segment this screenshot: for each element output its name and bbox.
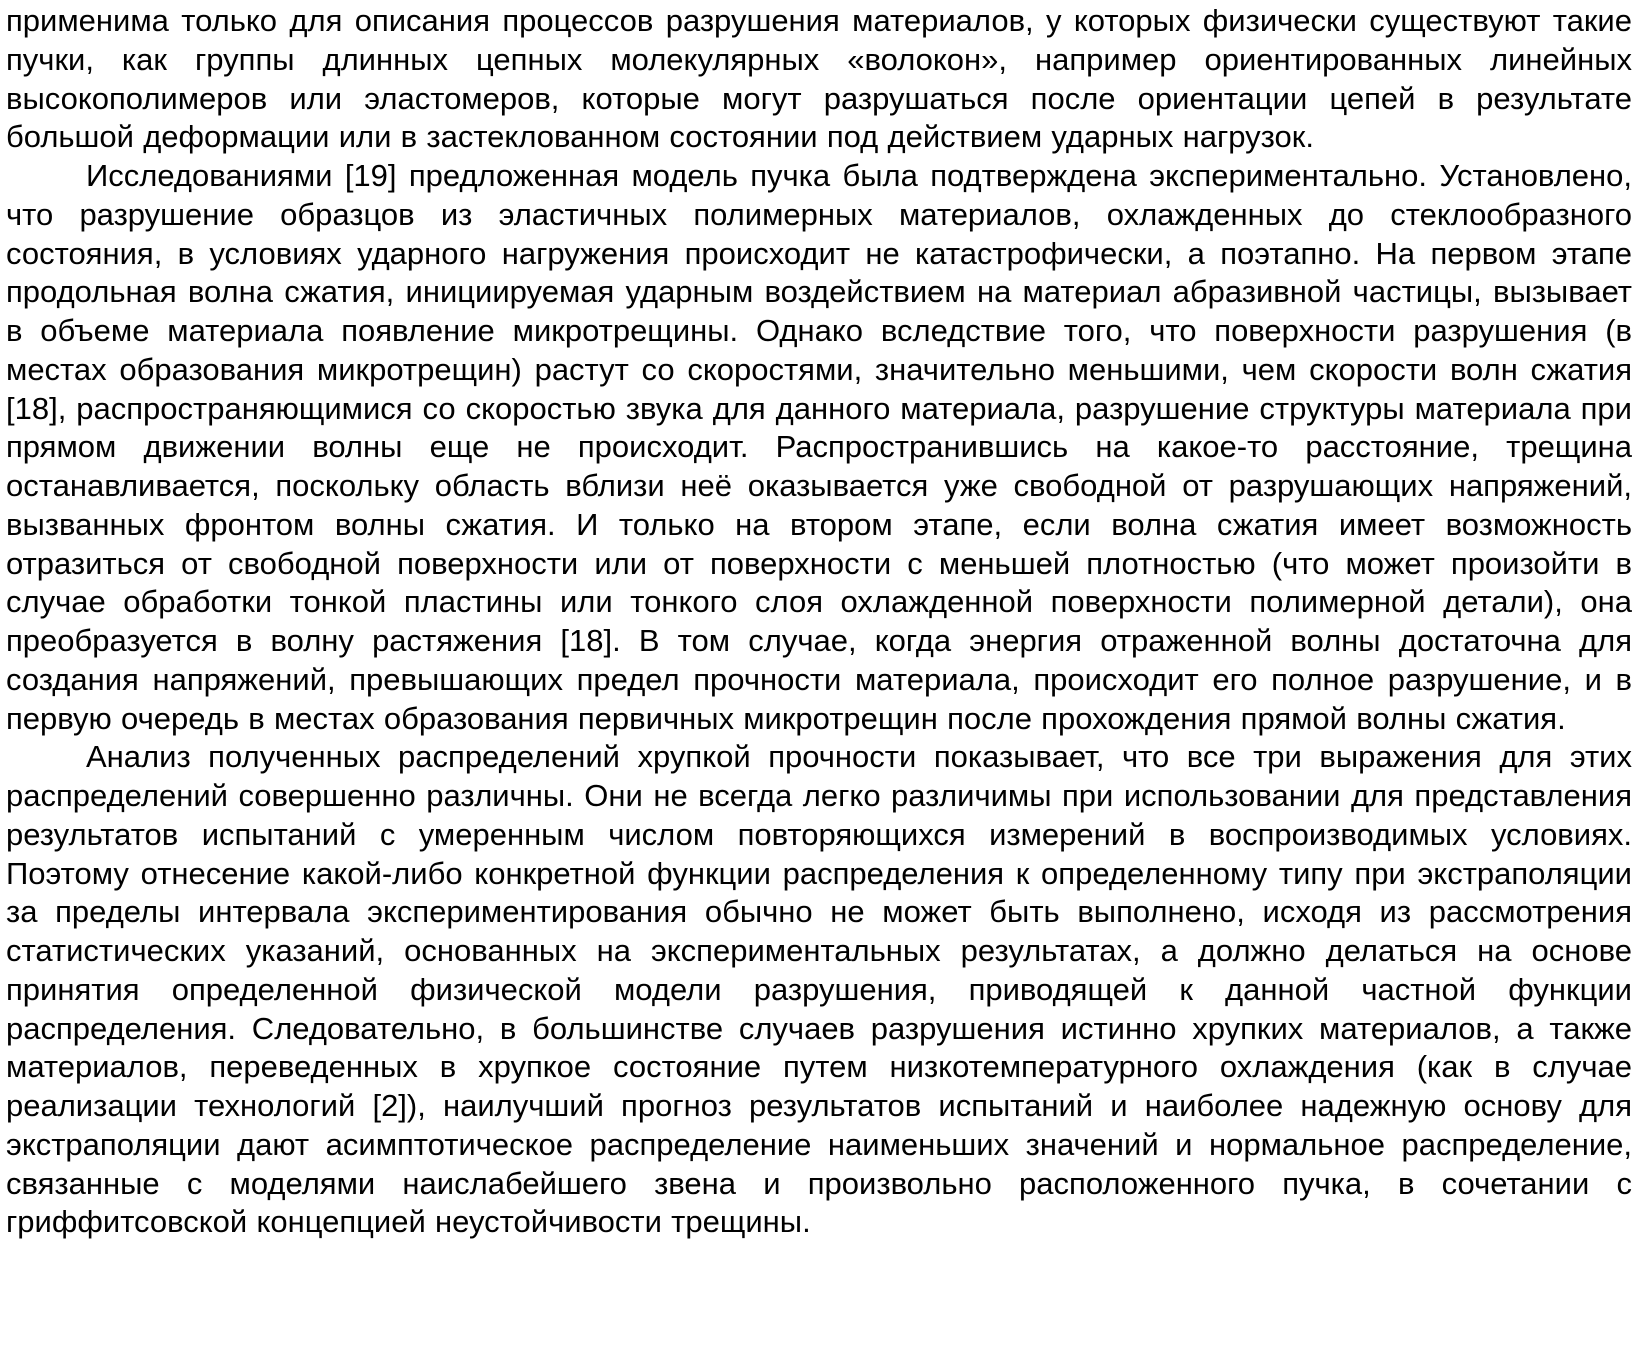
paragraph-continuation: применима только для описания процессов разрушения материалов, у которых физически существуют такие пучки, как группы длинных цепных молекулярных «волокон», например ориентированных линейных высокополимеров или эластомеров, которые могут разрушаться после ориентации цепей в результате большой деформации или в застеклованном состоянии под действием ударных нагрузок. (6, 3, 1632, 155)
paragraph: Исследованиями [19] предложенная модель пучка была подтверждена экспериментально. Установлено, что разрушение образцов из эластичных полимерных материалов, охлажденных до стеклообразного состояния, в условиях ударного нагружения происходит не катастрофически, а поэтапно. На первом этапе продольная волна сжатия, инициируемая ударным воздействием на материал абразивной частицы, вызывает в объеме материала появление микротрещины. Однако вследствие того, что поверхности разрушения (в местах образования микротрещин) растут со скоростями, значительно меньшими, чем скорости волн сжатия [18], распространяющимися со скоростью звука для данного материала, разрушение структуры материала при прямом движении волны еще не происходит. Распространившись на какое-то расстояние, трещина останавливается, поскольку область вблизи неё оказывается уже свободной от разрушающих напряжений, вызванных фронтом волны сжатия. И только на втором этапе, если волна сжатия имеет возможность отразиться от свободной поверхности или от поверхности с меньшей плотностью (что может произойти в случае обработки тонкой пластины или тонкого слоя охлажденной поверхности полимерной детали), она преобразуется в волну растяжения [18]. В том случае, когда энергия отраженной волны достаточна для создания напряжений, превышающих предел прочности материала, происходит его полное разрушение, и в первую очередь в местах образования первичных микротрещин после прохождения прямой волны сжатия. (6, 158, 1632, 736)
paragraph: Анализ полученных распределений хрупкой прочности показывает, что все три выражения для этих распределений совершенно различны. Они не всегда легко различимы при использовании для представления результатов испытаний с умеренным числом повторяющихся измерений в воспроизводимых условиях. Поэтому отнесение какой-либо конкретной функции распределения к определенному типу при экстраполяции за пределы интервала экспериментирования обычно не может быть выполнено, исходя из рассмотрения статистических указаний, основанных на экспериментальных результатах, а должно делаться на основе принятия определенной физической модели разрушения, приводящей к данной частной функции распределения. Следовательно, в большинстве случаев разрушения истинно хрупких материалов, а также материалов, переведенных в хрупкое состояние путем низкотемпературного охлаждения (как в случае реализации технологий [2]), наилучший прогноз результатов испытаний и наиболее надежную основу для экстраполяции дают асимптотическое распределение наименьших значений и нормальное распределение, связанные с моделями наислабейшего звена и произвольно расположенного пучка, в сочетании с гриффитсовской концепцией неустойчивости трещины. (6, 739, 1632, 1240)
